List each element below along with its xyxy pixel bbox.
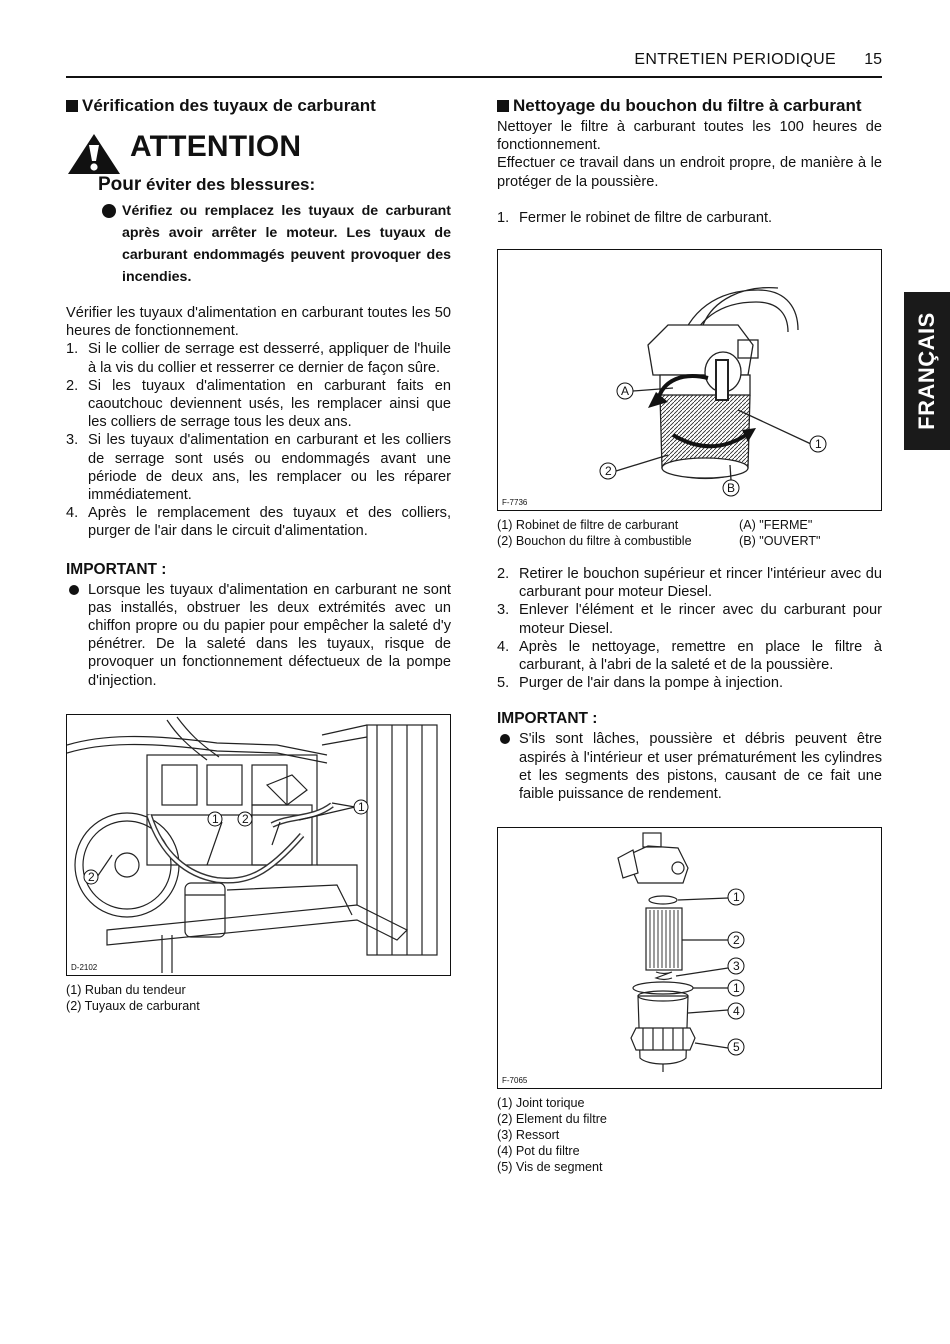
attention-bullet-text: Vérifiez ou remplacez les tuyaux de carburant après avoir arrêter le moteur. Les tuyaux de carburant endommagés peuvent provoquer des incendies. bbox=[122, 203, 451, 285]
callout-1a: 1 bbox=[212, 811, 219, 826]
list-item: 5. Purger de l'air dans la pompe à injection. bbox=[497, 675, 784, 692]
engine-figure bbox=[66, 714, 451, 976]
caption-line: (2) Tuyaux de carburant bbox=[66, 998, 200, 1013]
callout-a: A bbox=[621, 384, 630, 399]
step-1-list bbox=[497, 209, 882, 227]
square-bullet-icon bbox=[66, 100, 78, 112]
caption-line: (1) Ruban du tendeur bbox=[66, 982, 186, 997]
intro-paragraph-2: Effectuer ce travail dans un endroit propre, de manière à le protéger de la poussière. bbox=[497, 155, 882, 190]
attention-subtitle-b: éviter des blessures: bbox=[141, 175, 316, 194]
list-item: 1. Si le collier de serrage est desserré, appliquer de l'huile à la vis du collier et resserrer ce dernier de façon sûre. bbox=[66, 341, 451, 376]
figure-code: F-7065 bbox=[502, 1076, 528, 1086]
engine-illustration bbox=[67, 715, 451, 976]
filter-exploded-captions bbox=[497, 1095, 882, 1175]
engine-figure-captions bbox=[66, 982, 451, 1014]
callout-b: B bbox=[727, 481, 736, 496]
list-item: 4. Après le remplacement des tuyaux et des colliers, purger de l'air dans le circuit d'alimentation. bbox=[66, 505, 451, 540]
list-item: 1. Fermer le robinet de filtre de carburant. bbox=[497, 209, 773, 226]
caption-line: (2) Element du filtre bbox=[497, 1112, 607, 1127]
callout-1: 1 bbox=[815, 437, 822, 452]
page-number: 15 bbox=[864, 51, 882, 68]
caption-line: (4) Pot du filtre bbox=[497, 1144, 580, 1159]
right-column bbox=[497, 96, 882, 1175]
list-item: 3. Si les tuyaux d'alimentation en carburant et les colliers de serrage sont usés ou endommagés avant une période de deux ans, les remplacer ou les réparer immédiatement. bbox=[66, 432, 451, 504]
callout-2a: 2 bbox=[242, 811, 249, 826]
callout-2: 2 bbox=[733, 933, 740, 948]
caption-line: (2) Bouchon du filtre à combustible bbox=[497, 534, 692, 549]
bullet-dot-icon bbox=[69, 585, 79, 595]
filter-exploded-figure bbox=[497, 827, 882, 1089]
important-text: Lorsque les tuyaux d'alimentation en carburant ne sont pas installés, obstruer les deux extrémités avec un chiffon propre ou du papier pour empêcher la saleté d'y pénétrer. De la saleté dans les tuyaux, risque de provoquer un fonctionnement défectueux de la pompe d'injection. bbox=[88, 581, 451, 689]
attention-block bbox=[68, 130, 451, 178]
callout-5: 5 bbox=[733, 1040, 740, 1055]
attention-bullet bbox=[102, 200, 451, 288]
list-item: 2. Retirer le bouchon supérieur et rincer l'intérieur avec du carburant pour moteur Diesel. bbox=[497, 566, 882, 601]
caption-line: (A) "FERME" bbox=[739, 518, 813, 533]
important-text: S'ils sont lâches, poussière et débris peuvent être aspirés à l'intérieur et user prématurément les cylindres et les segments des pistons, causant de ce fait une faible puissance de rendement. bbox=[519, 731, 882, 803]
callout-3: 3 bbox=[733, 959, 740, 974]
callout-1: 1 bbox=[733, 890, 740, 905]
important-bullet bbox=[497, 730, 882, 803]
filter-cock-figure bbox=[497, 249, 882, 511]
intro-paragraph-1: Nettoyer le filtre à carburant toutes les 100 heures de fonctionnement. bbox=[497, 119, 882, 154]
header-title: ENTRETIEN PERIODIQUE bbox=[634, 51, 836, 68]
page-header bbox=[66, 48, 882, 78]
section-title-text: Vérification des tuyaux de carburant bbox=[82, 96, 376, 115]
caption-line: (1) Joint torique bbox=[497, 1096, 585, 1111]
caption-line: (3) Ressort bbox=[497, 1128, 560, 1143]
attention-subtitle-a: Pour bbox=[98, 174, 142, 195]
callout-2: 2 bbox=[605, 464, 612, 479]
language-tab-label: FRANÇAIS bbox=[914, 312, 939, 430]
list-item: 2. Si les tuyaux d'alimentation en carburant faits en caoutchouc deviennent usés, les remplacer ainsi que les colliers de serrage tous les deux ans. bbox=[66, 377, 451, 431]
square-bullet-icon bbox=[497, 100, 509, 112]
callout-2b: 2 bbox=[88, 869, 95, 884]
list-item: 3. Enlever l'élément et le rincer avec du carburant pour moteur Diesel. bbox=[497, 602, 882, 637]
important-title: IMPORTANT : bbox=[66, 560, 167, 578]
attention-word: ATTENTION bbox=[130, 130, 302, 163]
figure-code: F-7736 bbox=[502, 498, 528, 508]
caption-line: (B) "OUVERT" bbox=[739, 534, 821, 549]
important-bullet bbox=[66, 581, 451, 690]
caption-line: (5) Vis de segment bbox=[497, 1160, 603, 1175]
callout-1b: 1 bbox=[358, 799, 365, 814]
steps-list bbox=[497, 565, 882, 692]
caption-line: (1) Robinet de filtre de carburant bbox=[497, 518, 679, 533]
filter-cock-captions bbox=[497, 517, 882, 549]
bullet-dot-icon bbox=[102, 204, 116, 218]
steps-list bbox=[66, 340, 451, 540]
callout-1b: 1 bbox=[733, 981, 740, 996]
filter-cock-illustration bbox=[498, 250, 882, 511]
list-item: 4. Après le nettoyage, remettre en place le filtre à carburant, à l'abri de la saleté et de la poussière. bbox=[497, 638, 882, 674]
filter-exploded-illustration bbox=[498, 828, 882, 1089]
callout-4: 4 bbox=[733, 1004, 740, 1019]
left-column bbox=[66, 96, 451, 1014]
language-tab bbox=[904, 292, 950, 450]
bullet-dot-icon bbox=[500, 734, 510, 744]
figure-code: D-2102 bbox=[71, 962, 98, 972]
important-title: IMPORTANT : bbox=[497, 710, 598, 728]
warning-triangle-icon bbox=[68, 134, 120, 174]
intro-paragraph: Vérifier les tuyaux d'alimentation en carburant toutes les 50 heures de fonctionnement. bbox=[66, 305, 451, 340]
section-title-fuel-filter bbox=[497, 96, 882, 116]
section-title-fuel-pipes bbox=[66, 96, 451, 116]
section-title-text: Nettoyage du bouchon du filtre à carburant bbox=[513, 96, 862, 115]
